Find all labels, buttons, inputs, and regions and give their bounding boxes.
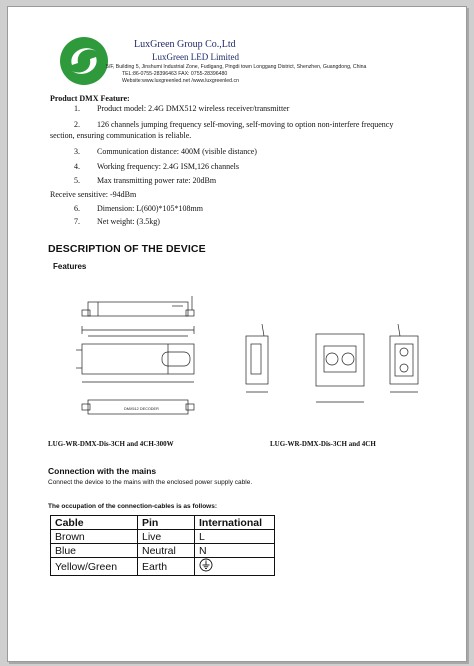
table-cell: Neutral [138,544,195,558]
feature-text: Net weight: (3.5kg) [97,217,160,226]
feature-text: section, ensuring communication is reliable. [50,131,192,140]
drawing-label: DMX512 DECODER [124,407,159,411]
caption-300w: LUG-WR-DMX-Dis-3CH and 4CH-300W [48,440,174,448]
feature-number: 4. [74,162,80,171]
table-header: Cable [51,516,138,530]
features-title: Features [53,262,87,271]
company-phone-fax: TEL:86-0755-28396463 FAX: 0755-28396480 [122,71,228,77]
table-cell: Yellow/Green [51,558,138,576]
table-cell: Blue [51,544,138,558]
feature-number: 1. [74,104,80,113]
feature-list [8,104,466,229]
feature-text: Product model: 2.4G DMX512 wireless receiver/transmitter [97,104,290,113]
table-row [51,544,275,558]
company-website: Website:www.luxgreenled.net /www.luxgreenled.cn [122,78,239,84]
luxgreen-logo-icon [58,35,110,87]
connection-title: Connection with the mains [48,466,157,476]
cable-table [50,515,275,576]
table-cell: Brown [51,530,138,544]
company-subtitle: LuxGreen LED Limited [152,52,239,62]
feature-number: 3. [74,147,80,156]
table-cell: N [195,544,275,558]
feature-text: Dimension: L(600)*105*108mm [97,204,203,213]
occupation-text: The occupation of the connection-cables is as follows: [48,503,218,510]
feature-number: 5. [74,176,80,185]
table-row [51,558,275,576]
feature-text: Working frequency: 2.4G ISM,126 channels [97,162,239,171]
feature-text: Communication distance: 400M (visible distance) [97,147,257,156]
company-name: LuxGreen Group Co.,Ltd [134,39,236,50]
feature-number: 7. [74,217,80,226]
device-3ch-4ch-drawing [240,322,430,412]
connection-text: Connect the device to the mains with the enclosed power supply cable. [48,479,253,486]
table-cell: Live [138,530,195,544]
feature-number: 2. [74,120,80,129]
table-header: International [195,516,275,530]
description-title: DESCRIPTION OF THE DEVICE [48,243,206,255]
earth-ground-icon [199,558,213,572]
table-header: Pin [138,516,195,530]
table-cell: Earth [138,558,195,576]
table-row [51,530,275,544]
table-header-row [51,516,275,530]
feature-text: Receive sensitive: -94dBm [50,190,137,199]
table-cell: L [195,530,275,544]
device-300w-drawing [68,292,218,422]
document-page [7,6,467,662]
feature-text: Max transmitting power rate: 20dBm [97,176,217,185]
table-cell [195,558,275,576]
feature-number: 6. [74,204,80,213]
product-feature-title: Product DMX Feature: [50,94,130,103]
company-address: 5/F, Building 5, Jinshumi Industrial Zone, Fudigang, Pingdi town Longgang District, Shenzhen, Guangdong, China [106,64,367,70]
feature-text: 126 channels jumping frequency self-moving, self-moving to option non-interfere frequency [97,120,394,129]
caption-3ch-4ch: LUG-WR-DMX-Dis-3CH and 4CH [270,440,376,448]
